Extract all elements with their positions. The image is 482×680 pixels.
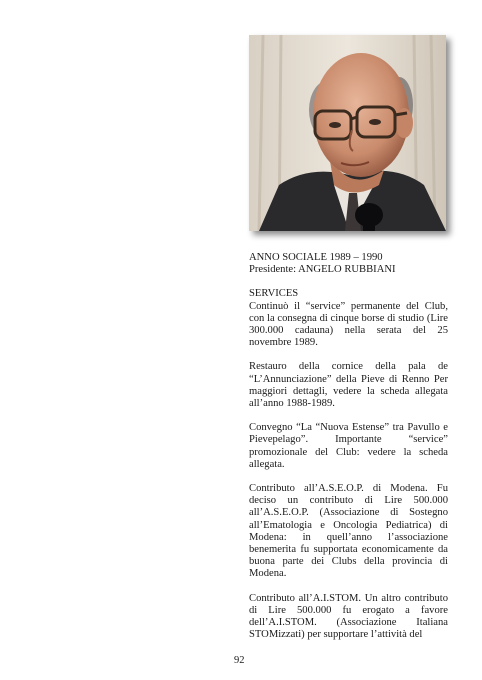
section-title: SERVICES <box>249 288 299 300</box>
paragraph: Convegno “La “Nuova Estense” tra Pavullo e Pievepelago”. Importante “service” promozionale del Club: vedere la scheda allegata. <box>249 422 448 470</box>
paragraph: Contributo all’A.I.STOM. Un altro contributo di Lire 500.000 fu erogato a favore dell’A.I.STOM. (Associazione Italiana STOMizzati) per supportare l’attività del <box>249 592 448 641</box>
president-line: Presidente: ANGELO RUBBIANI <box>249 264 396 276</box>
paragraph: Continuò il “service” permanente del Club, con la consegna di cinque borse di studio (Lire 300.000 cadauna) nella serata del 25 novembre 1989. <box>249 300 448 349</box>
social-year-line: ANNO SOCIALE 1989 – 1990 <box>249 252 383 263</box>
paragraph: Contributo all’A.S.E.O.P. di Modena. Fu deciso un contributo di Lire 500.000 all’A.S.E.O.P. (Associazione di Sostegno all’Ematologia e Oncologia Pediatrica) di Modena: in quell’anno l’associazione benemerita fu supportata economicamente da buona parte dei Clubs della provincia di Modena. <box>249 483 448 580</box>
portrait-image <box>249 35 446 231</box>
article-body <box>249 252 448 641</box>
portrait-photo <box>249 35 446 231</box>
paragraph: Restauro della cornice della pala de “L’Annunciazione” della Pieve di Renno Per maggiori dettagli, vedere la scheda allegata all’anno 1988-1989. <box>249 361 448 410</box>
page-number: 92 <box>234 655 245 666</box>
